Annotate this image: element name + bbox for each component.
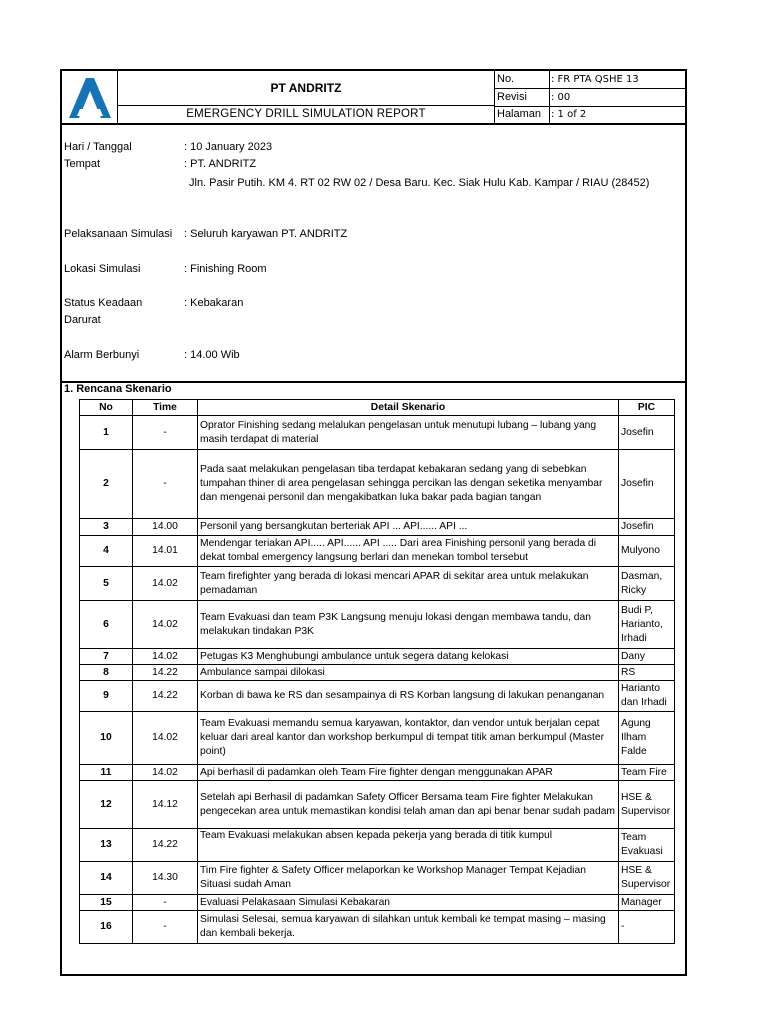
table-row	[80, 862, 675, 895]
header-time: Time	[133, 400, 198, 416]
meta-divider	[549, 71, 550, 123]
drill-info-section	[62, 125, 685, 383]
row-pic: Dasman, Ricky	[619, 567, 675, 601]
row-time: -	[133, 416, 198, 450]
lokasi-label: Lokasi Simulasi	[64, 263, 141, 275]
row-detail: Korban di bawa ke RS dan sesampainya di RS Korban langsung di lakukan penanganan	[198, 681, 619, 712]
row-detail: Mendengar teriakan API..... API...... API ..... Dari area Finishing personil yang berada di dekat tombal emergency langsung berlari dan menekan tombol tersebut	[198, 536, 619, 567]
row-detail: Tim Fire fighter & Safety Officer melaporkan ke Workshop Manager Tempat Kejadian Situasi sudah Aman	[198, 862, 619, 895]
andritz-logo-icon	[62, 71, 117, 123]
title-cell	[118, 71, 495, 123]
row-no: 14	[80, 862, 133, 895]
report-frame	[60, 69, 687, 976]
table-row	[80, 765, 675, 781]
row-time: 14.02	[133, 712, 198, 765]
row-no: 5	[80, 567, 133, 601]
header-pic: PIC	[619, 400, 675, 416]
address-text: Jln. Pasir Putih. KM 4. RT 02 RW 02 / Desa Baru. Kec. Siak Hulu Kab. Kampar / RIAU (28452)	[189, 177, 650, 189]
table-row	[80, 681, 675, 712]
row-time: 14.22	[133, 829, 198, 862]
report-title: EMERGENCY DRILL SIMULATION REPORT	[186, 108, 426, 120]
logo-cell	[62, 71, 118, 123]
report-header	[62, 71, 685, 125]
alarm-label: Alarm Berbunyi	[64, 349, 140, 361]
row-no: 4	[80, 536, 133, 567]
row-time: 14.01	[133, 536, 198, 567]
row-pic: Team Fire	[619, 765, 675, 781]
row-no: 10	[80, 712, 133, 765]
scenario-table	[79, 399, 675, 944]
row-pic: -	[619, 911, 675, 944]
row-time: -	[133, 895, 198, 911]
row-time: 14.22	[133, 681, 198, 712]
row-detail: Team Evakuasi dan team P3K Langsung menuju lokasi dengan membawa tandu, dan melakukan tindakan P3K	[198, 601, 619, 649]
row-detail: Personil yang bersangkutan berteriak API ... API...... API ...	[198, 519, 619, 536]
row-pic: Team Evakuasi	[619, 829, 675, 862]
row-time: 14.30	[133, 862, 198, 895]
row-detail: Api berhasil di padamkan oleh Team Fire fighter dengan menggunakan APAR	[198, 765, 619, 781]
row-no: 16	[80, 911, 133, 944]
row-pic: Mulyono	[619, 536, 675, 567]
row-no: 7	[80, 649, 133, 665]
document-meta	[495, 71, 685, 123]
row-pic: HSE & Supervisor	[619, 862, 675, 895]
row-time: 14.02	[133, 649, 198, 665]
section-title: 1. Rencana Skenario	[64, 383, 172, 395]
row-time: 14.00	[133, 519, 198, 536]
table-row	[80, 519, 675, 536]
alarm-value: : 14.00 Wib	[184, 349, 240, 361]
row-detail: Setelah api Berhasil di padamkan Safety Officer Bersama team Fire fighter Melakukan pengecekan area untuk memastikan kondisi telah aman dan api benar benar sudah padam	[198, 781, 619, 829]
row-detail: Petugas K3 Menghubungi ambulance untuk segera datang kelokasi	[198, 649, 619, 665]
pelaksanaan-value: : Seluruh karyawan PT. ANDRITZ	[184, 228, 348, 240]
row-no: 13	[80, 829, 133, 862]
row-pic: Agung Ilham Falde	[619, 712, 675, 765]
tempat-value: : PT. ANDRITZ	[184, 158, 257, 170]
row-no: 1	[80, 416, 133, 450]
table-row	[80, 649, 675, 665]
row-time: 14.02	[133, 601, 198, 649]
row-detail: Pada saat melakukan pengelasan tiba terdapat kebakaran sedang yang di sebebkan tumpahan thiner di area pengelasan sehingga percikan las dengan seketika menyambar dan mengenai personil dan mengakibatkan luka bakar pada bagian tangan	[198, 450, 619, 519]
table-row	[80, 665, 675, 681]
status-value: : Kebakaran	[184, 297, 244, 309]
row-no: 3	[80, 519, 133, 536]
row-no: 8	[80, 665, 133, 681]
row-no: 2	[80, 450, 133, 519]
status-label: Status Keadaan	[64, 297, 143, 309]
meta-value: : 1 of 2	[551, 109, 587, 120]
row-pic: RS	[619, 665, 675, 681]
row-time: -	[133, 450, 198, 519]
row-time: 14.22	[133, 665, 198, 681]
row-pic: Budi P, Harianto, Irhadi	[619, 601, 675, 649]
meta-key: Halaman	[497, 108, 542, 120]
row-no: 6	[80, 601, 133, 649]
meta-value: : 00	[551, 92, 571, 103]
header-detail: Detail Skenario	[198, 400, 619, 416]
row-time: 14.02	[133, 765, 198, 781]
row-time: 14.12	[133, 781, 198, 829]
table-row	[80, 416, 675, 450]
row-pic: Dany	[619, 649, 675, 665]
row-detail: Oprator Finishing sedang melalukan pengelasan untuk menutupi lubang – lubang yang masih terdapat di material	[198, 416, 619, 450]
row-detail: Ambulance sampai dilokasi	[198, 665, 619, 681]
lokasi-value: : Finishing Room	[184, 263, 267, 275]
row-time: -	[133, 911, 198, 944]
row-pic: Josefin	[619, 416, 675, 450]
tempat-label: Tempat	[64, 158, 101, 170]
status-label-line2: Darurat	[64, 314, 101, 326]
row-pic: HSE & Supervisor	[619, 781, 675, 829]
table-row	[80, 536, 675, 567]
row-detail: Evaluasi Pelakasaan Simulasi Kebakaran	[198, 895, 619, 911]
row-pic: Harianto dan Irhadi	[619, 681, 675, 712]
table-row	[80, 895, 675, 911]
pelaksanaan-label: Pelaksanaan Simulasi	[64, 228, 173, 240]
meta-key: Revisi	[497, 91, 527, 103]
table-row	[80, 781, 675, 829]
row-pic: Josefin	[619, 519, 675, 536]
row-no: 15	[80, 895, 133, 911]
row-time: 14.02	[133, 567, 198, 601]
row-no: 11	[80, 765, 133, 781]
hari-label: Hari / Tanggal	[64, 141, 132, 153]
row-detail: Team Evakuasi memandu semua karyawan, kontaktor, dan vendor untuk berjalan cepat keluar dari areal kantor dan workshop berkumpul di tempat titik aman berkumpul (Master point)	[198, 712, 619, 765]
meta-value: : FR PTA QSHE 13	[551, 74, 639, 85]
row-no: 12	[80, 781, 133, 829]
table-row	[80, 450, 675, 519]
header-no: No	[80, 400, 133, 416]
meta-key: No.	[497, 73, 515, 85]
row-pic: Manager	[619, 895, 675, 911]
table-row	[80, 829, 675, 862]
row-detail: Simulasi Selesai, semua karyawan di silahkan untuk kembali ke tempat masing – masing dan kembali bekerja.	[198, 911, 619, 944]
table-header-row	[80, 400, 675, 416]
company-name: PT ANDRITZ	[118, 71, 494, 106]
table-row	[80, 911, 675, 944]
row-detail: Team Evakuasi melakukan absen kepada pekerja yang berada di titik kumpul	[198, 829, 619, 862]
row-no: 9	[80, 681, 133, 712]
table-row	[80, 567, 675, 601]
hari-value: : 10 January 2023	[184, 141, 273, 153]
table-row	[80, 712, 675, 765]
row-detail: Team firefighter yang berada di lokasi mencari APAR di sekitar area untuk melakukan pemadaman	[198, 567, 619, 601]
row-pic: Josefin	[619, 450, 675, 519]
table-row	[80, 601, 675, 649]
